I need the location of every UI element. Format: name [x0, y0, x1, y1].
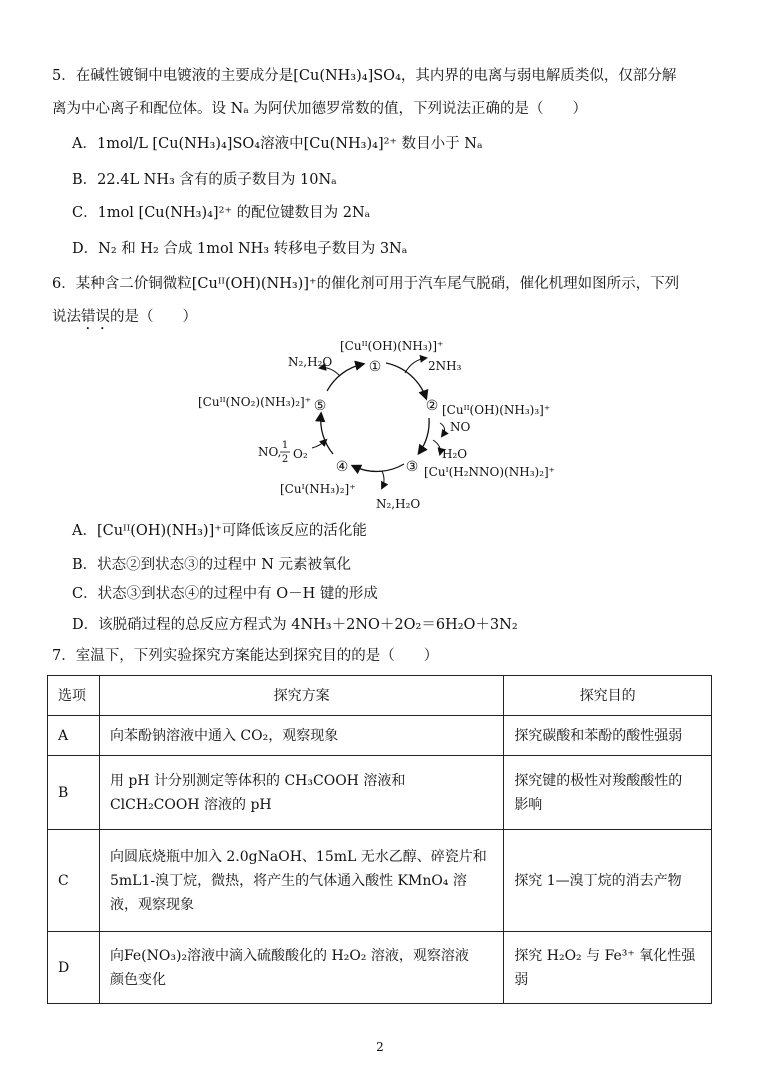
row-a-plan-line1: 向苯酚钠溶液中通入 CO₂，观察现象 — [109, 727, 339, 744]
arc-3-to-4 — [353, 464, 404, 471]
header-option: 选项 — [48, 676, 100, 716]
row-a-plan — [99, 716, 503, 756]
table-row — [48, 756, 712, 830]
row-c-option: C — [48, 830, 100, 932]
row-d-goal — [504, 932, 712, 1004]
q6-option-b: B．状态②到状态③的过程中 N 元素被氧化 — [72, 557, 352, 573]
reagent-no: NO — [450, 420, 471, 434]
row-c-plan-line3: 液，观察现象 — [109, 896, 194, 913]
product-h2o: H₂O — [442, 447, 468, 461]
page-number: 2 — [376, 1040, 384, 1054]
row-d-plan-line2: 颜色变化 — [109, 971, 166, 988]
node-4: ④ — [335, 459, 349, 475]
reagent-no-label: NO, — [258, 445, 282, 459]
fraction-numerator: 1 — [281, 440, 289, 451]
q6-stem-line1: 6．某种含二价铜微粒[Cuᴵᴵ(OH)(NH₃)]⁺的催化剂可用于汽车尾气脱硝，催化机理如图所示，下列 — [52, 276, 680, 292]
row-c-plan-line1: 向圆底烧瓶中加入 2.0gNaOH、15mL 无水乙醇、碎瓷片和 — [109, 848, 487, 865]
table-row — [48, 716, 712, 756]
node-2: ② — [425, 398, 439, 414]
header-goal: 探究目的 — [504, 676, 712, 716]
q6-stem-emphasis: 错误 — [81, 309, 110, 325]
row-b-option: B — [48, 756, 100, 830]
row-b-plan-line2: ClCH₂COOH 溶液的 pH — [109, 796, 272, 813]
product-n2-h2o-top: N₂,H₂O — [288, 355, 333, 369]
product-n2-h2o: N₂,H₂O — [376, 497, 421, 511]
row-c-goal — [504, 830, 712, 932]
species-5: [Cuᴵᴵ(NO₂)(NH₃)₂]⁺ — [198, 395, 312, 409]
q5-stem-line2: 离为中心离子和配位体。设 Nₐ 为阿伏加德罗常数的值，下列说法正确的是（ ） — [52, 101, 587, 117]
arrow-in-no — [440, 423, 445, 436]
node-3: ③ — [405, 459, 419, 475]
arc-1-to-2 — [386, 363, 426, 398]
table-row — [48, 830, 712, 932]
catalytic-cycle-diagram — [190, 328, 570, 518]
reagent-o2: O₂ — [293, 447, 308, 461]
q6-stem-pre: 说法 — [52, 309, 81, 325]
header-plan: 探究方案 — [99, 676, 503, 716]
q7-table — [47, 675, 712, 1004]
row-d-option: D — [48, 932, 100, 1004]
arc-5-to-1 — [327, 364, 363, 391]
row-c-plan-line2: 5mL1-溴丁烷，微热，将产生的气体通入酸性 KMnO₄ 溶 — [109, 872, 467, 889]
species-4: [Cuᴵ(NH₃)₂]⁺ — [280, 482, 356, 496]
species-1: [Cuᴵᴵ(OH)(NH₃)]⁺ — [340, 339, 444, 353]
row-a-goal-line1: 探究碳酸和苯酚的酸性强弱 — [514, 727, 683, 744]
row-c-goal-line1: 探究 1—溴丁烷的消去产物 — [514, 872, 682, 889]
arrow-in-no-o2 — [312, 440, 326, 448]
q6-option-c: C．状态③到状态④的过程中有 O－H 键的形成 — [72, 586, 378, 602]
node-1: ① — [368, 359, 382, 375]
row-b-goal-line2: 影响 — [514, 796, 543, 813]
row-c-plan — [99, 830, 503, 932]
q7-stem: 7．室温下，下列实验探究方案能达到探究目的的是（ ） — [52, 648, 439, 664]
row-a-goal — [504, 716, 712, 756]
arc-4-to-5 — [321, 414, 333, 454]
arrow-in-2nh3 — [405, 358, 426, 373]
q6-option-a: A．[Cuᴵᴵ(OH)(NH₃)]⁺可降低该反应的活化能 — [72, 523, 367, 539]
arrow-out-h2o — [433, 440, 440, 454]
row-d-plan — [99, 932, 503, 1004]
node-5: ⑤ — [313, 398, 327, 414]
q6-option-d: D．该脱硝过程的总反应方程式为 4NH₃＋2NO＋2O₂＝6H₂O＋3N₂ — [72, 617, 518, 633]
table-row — [48, 932, 712, 1004]
q5-option-b: B．22.4L NH₃ 含有的质子数目为 10Nₐ — [72, 172, 337, 188]
q5-option-c: C．1mol [Cu(NH₃)₄]²⁺ 的配位键数目为 2Nₐ — [72, 205, 371, 221]
q6-stem-line2 — [52, 307, 197, 333]
row-d-goal-line2: 弱 — [514, 971, 529, 988]
q5-option-a: A．1mol/L [Cu(NH₃)₄]SO₄溶液中[Cu(NH₃)₄]²⁺ 数目小于 Nₐ — [72, 136, 483, 152]
reagent-2nh3: 2NH₃ — [428, 359, 462, 373]
q5-stem-line1: 5．在碱性镀铜中电镀液的主要成分是[Cu(NH₃)₄]SO₄，其内界的电离与弱电解质类似，仅部分解 — [52, 68, 677, 84]
row-b-goal — [504, 756, 712, 830]
arrow-out-n2-h2o — [382, 471, 384, 488]
arc-2-to-3 — [419, 418, 429, 453]
row-d-goal-line1: 探究 H₂O₂ 与 Fe³⁺ 氧化性强 — [514, 947, 696, 964]
row-a-option: A — [48, 716, 100, 756]
row-b-plan — [99, 756, 503, 830]
species-2: [Cuᴵᴵ(OH)(NH₃)₃]⁺ — [442, 403, 551, 417]
row-b-plan-line1: 用 pH 计分别测定等体积的 CH₃COOH 溶液和 — [109, 772, 406, 789]
table-header-row — [48, 676, 712, 716]
species-3: [Cuᴵ(H₂NNO)(NH₃)₂]⁺ — [424, 465, 556, 479]
row-d-plan-line1: 向Fe(NO₃)₂溶液中滴入硫酸酸化的 H₂O₂ 溶液，观察溶液 — [109, 947, 469, 964]
fraction-denominator: 2 — [281, 454, 289, 465]
row-b-goal-line1: 探究键的极性对羧酸酸性的 — [514, 772, 683, 789]
q5-option-d: D．N₂ 和 H₂ 合成 1mol NH₃ 转移电子数目为 3Nₐ — [72, 241, 408, 257]
q6-stem-post: 的是（ ） — [110, 309, 197, 325]
